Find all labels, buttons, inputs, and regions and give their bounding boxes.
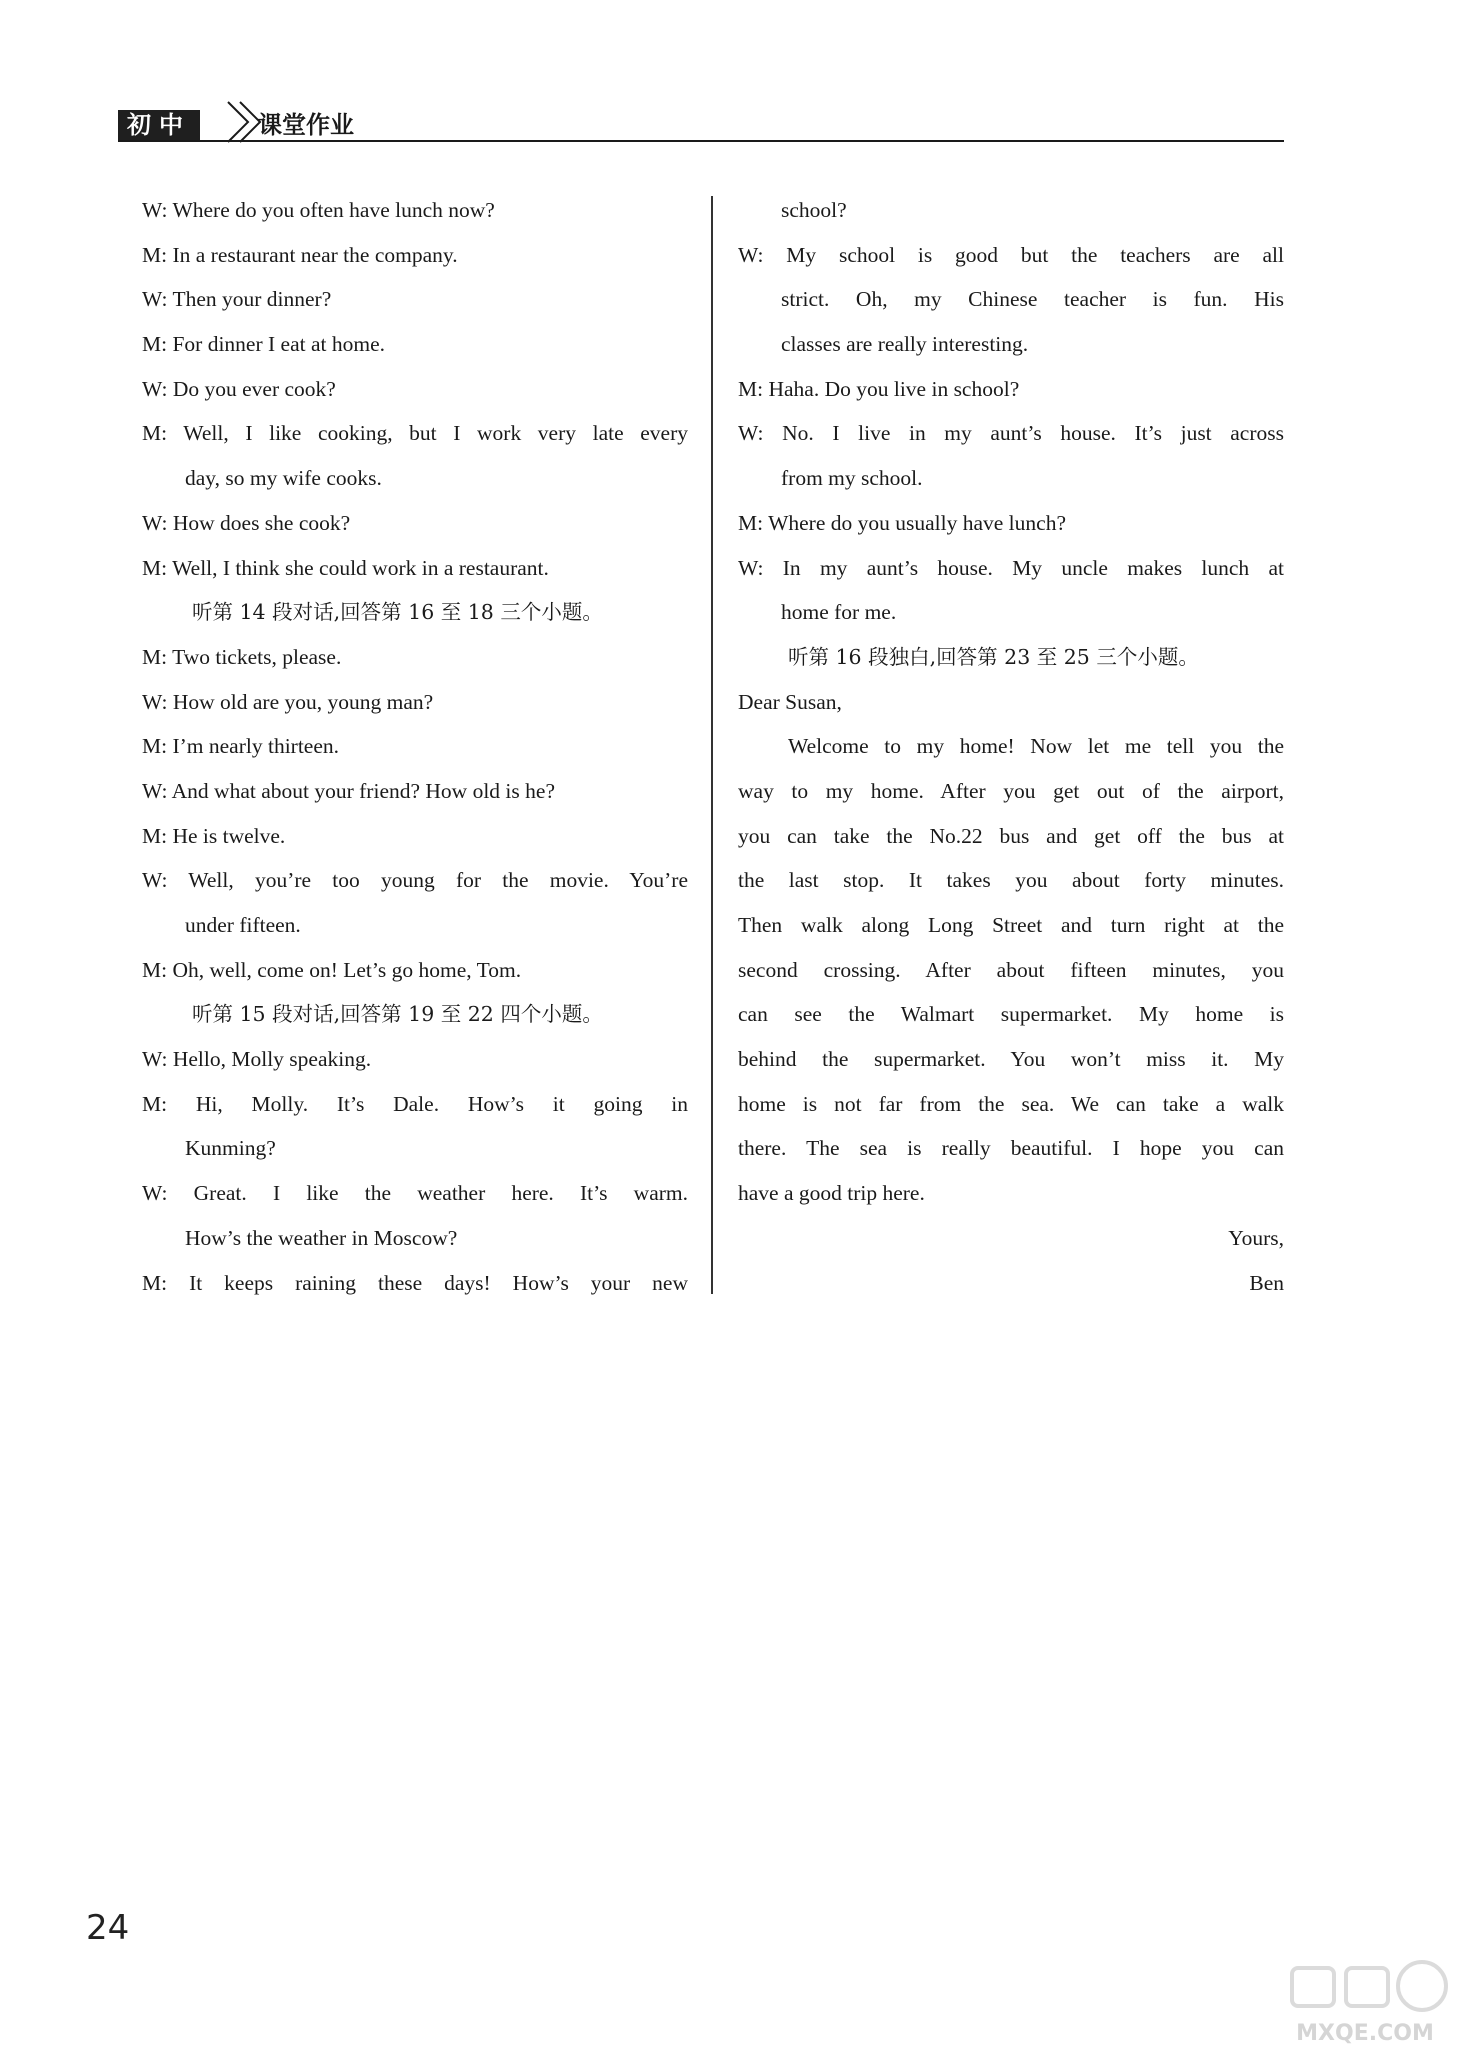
dialogue-line: M: It keeps raining these days! How’s your new [142, 1270, 688, 1295]
letter-line: the last stop. It takes you about forty minutes. [738, 868, 1284, 893]
letter-line: can see the Walmart supermarket. My home is [738, 1002, 1284, 1027]
dialogue-line: school? [781, 198, 847, 222]
letter-line: there. The sea is really beautiful. I hope you can [738, 1136, 1284, 1161]
section-instruction: 听第 16 段独白,回答第 23 至 25 三个小题。 [788, 644, 1199, 669]
dialogue-line: How’s the weather in Moscow? [185, 1225, 458, 1250]
header-title: 课堂作业 [258, 111, 354, 139]
dialogue-line: W: How old are you, young man? [142, 689, 434, 714]
dialogue-line: W: How does she cook? [142, 510, 351, 535]
page-header [118, 98, 1284, 146]
dialogue-line: M: Hi, Molly. It’s Dale. How’s it going in [142, 1091, 688, 1116]
header-rule [118, 140, 1284, 142]
watermark-emblem-icon [1280, 1952, 1450, 2022]
letter-line: Welcome to my home! Now let me tell you the [788, 734, 1284, 759]
dialogue-line: W: Then your dinner? [142, 287, 332, 312]
dialogue-line: M: Oh, well, come on! Let’s go home, Tom. [142, 957, 522, 982]
dialogue-line: day, so my wife cooks. [185, 466, 382, 491]
dialogue-line: W: Hello, Molly speaking. [142, 1047, 372, 1072]
dialogue-line: M: Where do you usually have lunch? [738, 510, 1066, 535]
dialogue-line: from my school. [781, 466, 923, 491]
dialogue-line: Kunming? [185, 1136, 276, 1161]
dialogue-line: M: I’m nearly thirteen. [142, 734, 340, 759]
section-instruction: 听第 15 段对话,回答第 19 至 22 四个小题。 [192, 1002, 603, 1027]
header-badge: 初中 [118, 110, 200, 140]
letter-line: second crossing. After about fifteen minutes, you [738, 957, 1284, 982]
letter-closing: Yours, [1228, 1225, 1284, 1250]
column-divider [711, 196, 713, 1294]
letter-signature: Ben [1249, 1270, 1284, 1295]
dialogue-line: M: For dinner I eat at home. [142, 332, 386, 357]
dialogue-line: M: Well, I like cooking, but I work very late every [142, 421, 688, 446]
page-number: 24 [86, 1908, 130, 1948]
dialogue-line: M: Two tickets, please. [142, 644, 342, 669]
dialogue-line: M: He is twelve. [142, 823, 286, 848]
dialogue-line: W: In my aunt’s house. My uncle makes lunch at [738, 555, 1284, 580]
letter-line: home is not far from the sea. We can take a walk [738, 1091, 1284, 1116]
dialogue-line: W: Where do you often have lunch now? [142, 198, 495, 222]
section-instruction: 听第 14 段对话,回答第 16 至 18 三个小题。 [192, 600, 603, 625]
dialogue-line: W: Do you ever cook? [142, 376, 336, 401]
dialogue-line: strict. Oh, my Chinese teacher is fun. His [781, 287, 1284, 312]
letter-line: have a good trip here. [738, 1181, 925, 1206]
dialogue-line: M: Well, I think she could work in a restaurant. [142, 555, 549, 580]
dialogue-line: W: Well, you’re too young for the movie. You’re [142, 868, 688, 893]
dialogue-line: W: Great. I like the weather here. It’s warm. [142, 1181, 688, 1206]
dialogue-line: W: No. I live in my aunt’s house. It’s just across [738, 421, 1284, 446]
dialogue-line: M: Haha. Do you live in school? [738, 376, 1020, 401]
dialogue-line: home for me. [781, 600, 897, 625]
dialogue-line: W: And what about your friend? How old is he? [142, 778, 555, 803]
right-column [738, 188, 1284, 1305]
letter-salutation: Dear Susan, [738, 689, 842, 714]
letter-line: behind the supermarket. You won’t miss it. My [738, 1047, 1284, 1072]
left-column [142, 188, 688, 1305]
letter-line: way to my home. After you get out of the airport, [738, 778, 1284, 803]
dialogue-line: W: My school is good but the teachers are all [738, 242, 1284, 267]
letter-line: Then walk along Long Street and turn right at the [738, 913, 1284, 937]
dialogue-line: under fifteen. [185, 913, 301, 937]
letter-line: you can take the No.22 bus and get off the bus at [738, 823, 1284, 848]
dialogue-line: classes are really interesting. [781, 332, 1029, 357]
watermark-logo [1280, 1952, 1450, 2048]
dialogue-line: M: In a restaurant near the company. [142, 242, 458, 267]
watermark-text: MXQE.COM [1296, 2021, 1434, 2046]
